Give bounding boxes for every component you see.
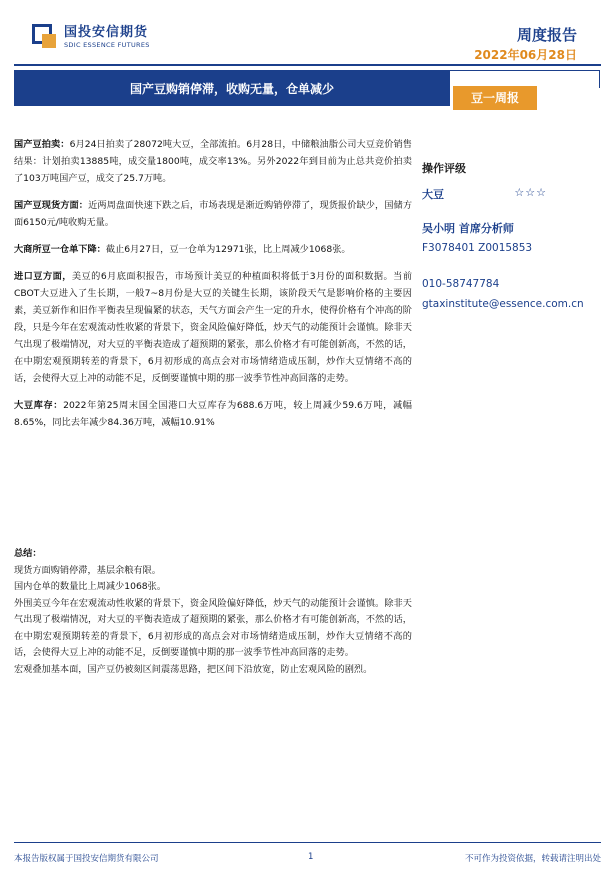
- title-banner: [14, 70, 450, 106]
- contact-phone: 010-58747784: [422, 278, 500, 290]
- paragraph-text: 美豆的6月底面积报告，市场预计美豆的种植面积将低于3月份的面积数据。当前CBOT大豆进入了生长期，一般7~8月份是大豆的关键生长期，该阶段天气是影响价格的主要因素，美豆新作和旧作平衡表呈现偏紧的状态，天气方面会产生一定的升水，使得价格有个冲高的阶段，只是今年在宏观流动性收紧的背景下，资金风险偏好降低，炒天气的动能预计会谨慎。除非天气出现了极端情况，对大豆的平衡表造成了超预期的紧张，那么价格才有可能创新高，不然的话，在中期宏观预期转差的背景下，6月初形成的高点会对市场情绪造成压制，炒作大豆情绪不高的话，会使得大豆上冲的动能不足，反倒要谨慎中期的那一波季节性冲高回落的走势。: [14, 271, 413, 384]
- footer-disclaimer: 不可作为投资依据，转载请注明出处: [464, 854, 601, 864]
- logo-mark-icon: [32, 24, 58, 50]
- rating-row: [422, 186, 547, 202]
- paragraph-label: 国产豆拍卖：: [14, 139, 70, 150]
- logo-name-en: SDIC ESSENCE FUTURES: [64, 40, 150, 49]
- header-divider: [14, 64, 601, 66]
- report-date: 2022年06月28日: [474, 48, 577, 62]
- paragraph-text: 6月24日拍卖了28072吨大豆，全部流拍。6月28日，中储粮油脂公司大豆竞价销售结果：计划拍卖13885吨，成交量1800吨，成交率13%。另外2022年到目前为止总共竞价拍卖了103万吨国产豆，成交了25.7万吨。: [14, 139, 412, 184]
- sidebar: [422, 160, 612, 310]
- summary-title: 总结：: [14, 548, 42, 559]
- paragraph-label: 国产豆现货方面：: [14, 200, 89, 211]
- report-title: 国产豆购销停滞，收购无量，仓单减少: [129, 82, 334, 96]
- paragraph-text: 2022年第25周末国全国港口大豆库存为688.6万吨，较上周减少59.6万吨，减幅8.65%，同比去年减少84.36万吨，减幅10.91%: [14, 400, 412, 428]
- paragraph-inventory: [14, 397, 412, 431]
- paragraph-label: 大豆库存：: [14, 400, 64, 411]
- footer-copyright: 本报告版权属于国投安信期货有限公司: [14, 854, 159, 864]
- report-tag: 豆一周报: [453, 86, 537, 110]
- contact-email[interactable]: gtaxinstitute@essence.com.cn: [422, 298, 584, 310]
- paragraph-warehouse-receipts: [14, 241, 412, 258]
- paragraph-imports: [14, 268, 412, 387]
- paragraph-label: 进口豆方面，: [14, 271, 72, 282]
- rating-item: 大豆: [422, 188, 444, 201]
- rating-stars-icon: ☆☆☆: [514, 186, 547, 199]
- company-logo: [32, 24, 150, 50]
- paragraph-label: 大商所豆一仓单下降：: [14, 244, 106, 255]
- logo-name-cn: 国投安信期货: [64, 24, 149, 40]
- paragraph-text: 截止6月27日，豆一仓单为12971张，比上周减少1068张。: [105, 244, 351, 255]
- analyst-license-ids: F3078401 Z0015853: [422, 242, 533, 254]
- summary-line: 外围美豆今年在宏观流动性收紧的背景下，资金风险偏好降低，炒天气的动能预计会谨慎。除非天气出现了极端情况，对大豆的平衡表造成了超预期的紧张，那么价格才有可能创新高，不然的话，在中期宏观预期转差的背景下，6月初形成的高点会对市场情绪造成压制，炒作大豆情绪不高的话，会使得大豆上冲的动能不足，反倒要谨慎中期的那一波季节性冲高回落的走势。: [14, 597, 412, 658]
- summary-line: 国内仓单的数量比上周减少1068张。: [14, 581, 167, 592]
- paragraph-auction: [14, 136, 412, 187]
- paragraph-text: 近两周盘面快速下跌之后，市场表现是渐近购销停滞了，现货报价缺少，国储方面6150元/吨收购无量。: [14, 200, 413, 228]
- rating-title: 操作评级: [422, 162, 466, 175]
- summary-line: 宏观叠加基本面，国产豆仍被刻区间震荡思路，把区间下沿放宽，防止宏观风险的剧烈。: [14, 663, 373, 675]
- footer-divider: [14, 842, 601, 843]
- paragraph-spot: [14, 197, 412, 231]
- report-type: 周度报告: [516, 26, 577, 44]
- summary-section: [14, 546, 412, 678]
- analyst-name: 吴小明 首席分析师: [422, 222, 514, 235]
- page-number: 1: [308, 852, 314, 862]
- report-body: [14, 136, 412, 441]
- summary-line: 现货方面购销停滞，基层余粮有限。: [14, 564, 161, 576]
